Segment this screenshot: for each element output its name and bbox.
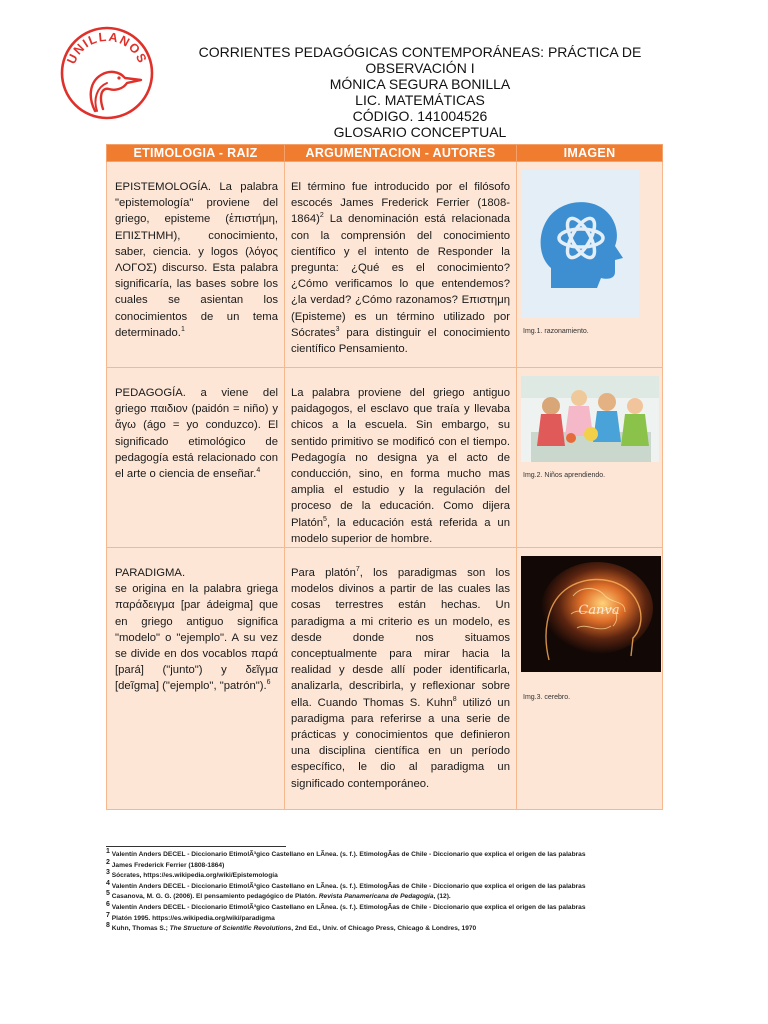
footnote-ref: 7: [355, 566, 360, 574]
glowing-brain-photo: [521, 556, 661, 672]
argumentacion-text: Para platón: [291, 567, 356, 580]
column-header-imagen: IMAGEN: [517, 145, 663, 162]
cell-imagen: [517, 162, 663, 368]
argumentacion-text: La denominación está relacionada con la comprensión del conocimiento científico y el intento de Responder la pregunta: ¿Qué es el conocimiento? ¿Cómo verificamos lo que entendemos? ¿la verdad? ¿Cómo razonamos? Επιστημη (Episteme) es un término utilizado por Sócrates: [291, 213, 510, 339]
cell-argumentacion: [285, 548, 517, 810]
etimologia-text: se origina en la palabra griega παράδειγμα [par ádeigma] que en griego antiguo significa "modelo" o "ejemplo". A su vez se divide en dos vocablos παρά [pará] ("junto") y δεῖγμα [deĩgma] ("ejemplo", "patrón").: [115, 583, 278, 693]
footnote-ref: 6: [266, 679, 271, 687]
etimologia-text: PEDAGOGÍA. a viene del griego παιδιον (paidón = niño) y ἄγω (ágo = yo conduzco). El significado etimológico de pedagogía está relacionado con el arte o ciencia de enseñar.: [115, 387, 278, 481]
footnotes: [106, 846, 666, 935]
argumentacion-text: , la educación está referida a un modelo superior de hombre.: [291, 516, 510, 545]
footnote: $^7$ Platón 1995. https://es.wikipedia.org/wiki/paradigma: [106, 911, 275, 922]
argumentacion-text: , los paradigmas son los modelos divinos a partir de las cuales las cosas terrestres están hechas. Un paradigma a mi criterio es un modelo, es desde donde nos situamos conceptualmente para mirar hacia la realidad y desde allí poder identificarla, analizarla, describirla, y reflexionar sobre ella. Cuando Thomas S. Kuhn: [291, 567, 511, 709]
etimologia-text: EPISTEMOLOGÍA. La palabra "epistemología" proviene del griego, episteme (ἐπιστήμη, ΕΠΙΣΤΗΜΗ), conocimiento, saber, ciencia. y logos (λόγος ΛΟΓΟΣ) discurso. Esta palabra significaría, las bases sobre los cuales se asientan los conocimientos de un tema determinado.: [115, 181, 278, 339]
footnote: $^5$ Casanova, M. G. G. (2006). El pensamiento pedagógico de Platón. Revista Panamericana de Pedagogía, (12).: [106, 890, 451, 901]
table-row-epistemologia: [107, 162, 663, 368]
footnote-separator: [106, 846, 286, 847]
footnote: $^3$ Sócrates, https://es.wikipedia.org/wiki/Epistemología: [106, 869, 278, 880]
cell-etimologia: [107, 162, 285, 368]
column-header-etimologia: ETIMOLOGIA - RAIZ: [107, 145, 285, 162]
footnote: $^6$ Valentín Anders DECEL - Diccionario EtimolÃ³gico Castellano en LÃnea. (s. f.). EtimologÃas de Chile - Diccionario que explica el origen de las palabras: [106, 900, 586, 911]
cell-etimologia: [107, 548, 285, 810]
column-header-argumentacion: ARGUMENTACION - AUTORES: [285, 145, 517, 162]
header-author: MÓNICA SEGURA BONILLA: [329, 76, 511, 92]
image-caption: Img.3. cerebro.: [523, 694, 571, 702]
cell-argumentacion: [285, 162, 517, 368]
children-learning-photo: [521, 376, 659, 462]
footnote-ref: 5: [323, 515, 327, 523]
unillanos-logo: [57, 23, 157, 123]
footnote-ref: 8: [452, 695, 457, 703]
table-row-paradigma: [107, 548, 663, 810]
header-title-line1: CORRIENTES PEDAGÓGICAS CONTEMPORÁNEAS: PRÁCTICA DE: [198, 44, 642, 60]
argumentacion-text: La palabra proviene del griego antiguo paidagogos, el esclavo que traía y llevaba chicos a la escuela. Sin embargo, su sentido primitivo se modificó con el tiempo. Pedagogía no designa ya el acto de conducción, sino, en forma mucho mas amplia el estudio y la regulación del proceso de la educación. Como dijera Platón: [291, 387, 510, 529]
svg-text:UNILLANOS: [64, 30, 150, 66]
footnote-ref: 2: [319, 212, 324, 220]
argumentacion-text: para distinguir el conocimiento científico Pensamiento.: [291, 326, 510, 356]
footnote: $^8$ Kuhn, Thomas S.; The Structure of Scientific Revolutions, 2nd Ed., Univ. of Chicago Press, Chicago & Londres, 1970: [106, 921, 477, 933]
table-row-pedagogia: [107, 368, 663, 548]
header-subtitle: GLOSARIO CONCEPTUAL: [333, 124, 507, 140]
footnote: $^1$ Valentín Anders DECEL - Diccionario EtimolÃ³gico Castellano en LÃnea. (s. f.). EtimologÃas de Chile - Diccionario que explica el origen de las palabras: [106, 847, 586, 858]
head-with-knot-icon: [521, 170, 639, 318]
logo-text: UNILLANOS: [64, 29, 150, 67]
glossary-table: [106, 144, 663, 810]
footnote-ref: 1: [180, 326, 185, 334]
cell-argumentacion: [285, 368, 517, 548]
cell-imagen: [517, 548, 663, 810]
argumentacion-text: utilizó un paradigma para referirse a una serie de prácticas y conocimientos que definieron una disciplina científica en un período específico, le dio al paradigma un significado contemporáneo.: [291, 696, 510, 790]
footnote: $^4$ Valentín Anders DECEL - Diccionario EtimolÃ³gico Castellano en LÃnea. (s. f.). EtimologÃas de Chile - Diccionario que explica el origen de las palabras: [106, 879, 586, 890]
etimologia-title: PARADIGMA.: [115, 567, 186, 580]
header-program: LIC. MATEMÁTICAS: [355, 92, 485, 108]
image-watermark: Canva: [578, 603, 620, 619]
heron-bird-icon: [57, 23, 157, 123]
table-header-row: [107, 145, 663, 162]
header-title-line2: OBSERVACIÓN I: [365, 60, 475, 76]
footnote-ref: 3: [335, 326, 340, 334]
footnote-ref: 4: [256, 467, 261, 475]
image-caption: Img.1. razonamiento.: [523, 328, 589, 335]
cell-etimologia: [107, 368, 285, 548]
argumentacion-text: El término fue introducido por el filósofo escocés James Frederick Ferrier (1808-1864): [291, 181, 510, 226]
document-header: [180, 44, 660, 140]
image-caption: Img.2. Niños aprendiendo.: [523, 472, 606, 479]
cell-imagen: [517, 368, 663, 548]
header-code: CÓDIGO. 141004526: [352, 108, 488, 124]
footnote: $^2$ James Frederick Ferrier (1808-1864): [106, 858, 225, 869]
